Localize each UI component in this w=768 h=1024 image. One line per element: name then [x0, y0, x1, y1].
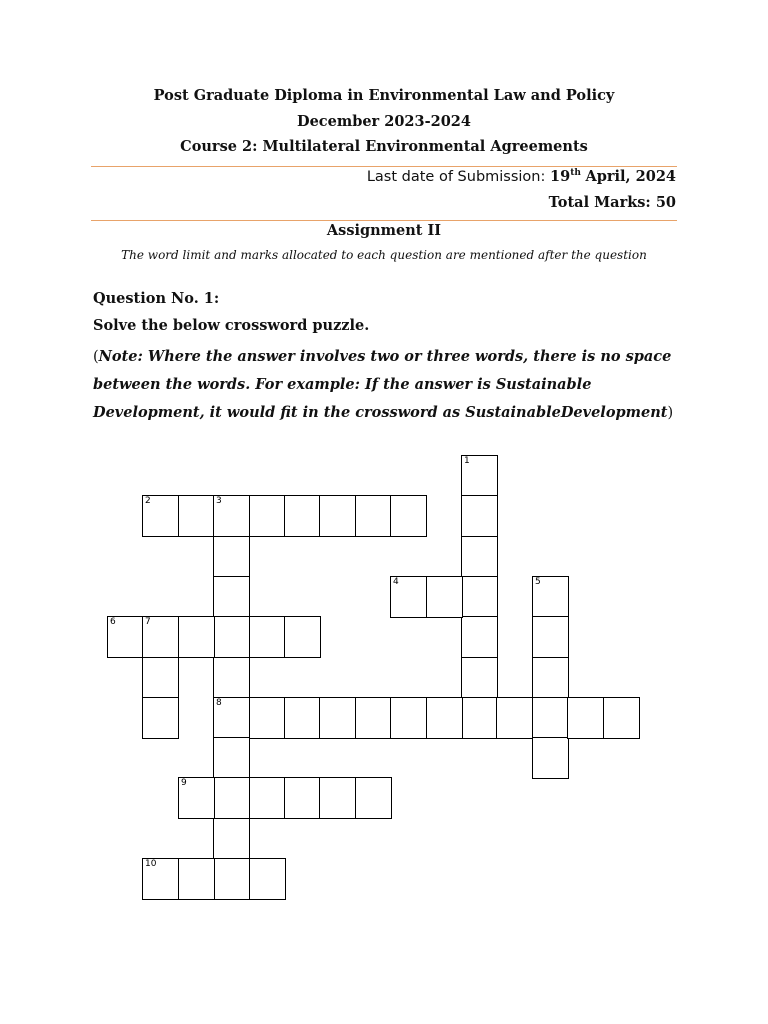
- crossword-cell[interactable]: [213, 616, 250, 658]
- crossword-cell[interactable]: [496, 697, 533, 739]
- crossword-cell[interactable]: [532, 657, 569, 699]
- crossword-cell[interactable]: [532, 697, 569, 739]
- crossword-cell[interactable]: [461, 657, 498, 699]
- crossword-cell[interactable]: [249, 697, 286, 739]
- header-divider-bottom: [91, 220, 677, 221]
- crossword-cell[interactable]: [249, 858, 286, 900]
- crossword-cell[interactable]: [461, 536, 498, 578]
- crossword-cell[interactable]: [213, 536, 250, 578]
- crossword-cell[interactable]: [213, 858, 250, 900]
- clue-number: 5: [535, 577, 541, 587]
- crossword-cell[interactable]: [178, 777, 215, 819]
- crossword-cell[interactable]: [213, 697, 250, 739]
- crossword-cell[interactable]: [142, 858, 179, 900]
- submission-date: [367, 168, 676, 185]
- crossword-cell[interactable]: [213, 657, 250, 699]
- crossword-cell[interactable]: [142, 657, 179, 699]
- crossword-cell[interactable]: [178, 495, 215, 537]
- crossword-cell[interactable]: [461, 616, 498, 658]
- crossword-cell[interactable]: [461, 495, 498, 537]
- crossword-cell[interactable]: [532, 616, 569, 658]
- crossword-cell[interactable]: [532, 737, 569, 779]
- crossword-cell[interactable]: [355, 495, 392, 537]
- clue-number: 9: [181, 778, 187, 788]
- crossword-cell[interactable]: [142, 495, 179, 537]
- question-instruction: Solve the below crossword puzzle.: [93, 317, 370, 334]
- question-number: Question No. 1:: [93, 290, 220, 307]
- clue-number: 3: [216, 496, 222, 506]
- crossword-cell[interactable]: [142, 697, 179, 739]
- assignment-title: Assignment II: [326, 222, 442, 239]
- crossword-cell[interactable]: [461, 697, 498, 739]
- crossword-cell[interactable]: [319, 495, 356, 537]
- session-title: December 2023-2024: [297, 113, 471, 130]
- clue-number: 7: [145, 617, 151, 627]
- course-title: Course 2: Multilateral Environmental Agreements: [180, 138, 588, 155]
- crossword-cell[interactable]: [390, 697, 427, 739]
- clue-number: 10: [145, 859, 157, 869]
- crossword-cell[interactable]: [426, 576, 463, 618]
- assignment-subtitle: The word limit and marks allocated to each question are mentioned after the question: [121, 248, 647, 262]
- crossword-cell[interactable]: [213, 737, 250, 779]
- question-note: (Note: Where the answer involves two or three words, there is no space between the words. For example: If the answer is Sustainable Development, it would fit in the crossword as SustainableDevelopment): [93, 348, 674, 421]
- crossword-cell[interactable]: [426, 697, 463, 739]
- crossword-cell[interactable]: [390, 495, 427, 537]
- crossword-cell[interactable]: [249, 777, 286, 819]
- clue-number: 2: [145, 496, 151, 506]
- clue-number: 6: [110, 617, 116, 627]
- crossword-cell[interactable]: [284, 697, 321, 739]
- clue-number: 8: [216, 698, 222, 708]
- crossword-cell[interactable]: [249, 495, 286, 537]
- crossword-cell[interactable]: [461, 455, 498, 497]
- crossword-cell[interactable]: [319, 777, 356, 819]
- total-marks: Total Marks: 50: [548, 194, 676, 211]
- crossword-cell[interactable]: [284, 495, 321, 537]
- crossword-cell[interactable]: [178, 858, 215, 900]
- clue-number: 1: [464, 456, 470, 466]
- crossword-cell[interactable]: [603, 697, 640, 739]
- crossword-cell[interactable]: [249, 616, 286, 658]
- crossword-cell[interactable]: [461, 576, 498, 618]
- crossword-cell[interactable]: [390, 576, 427, 618]
- submission-day: 19th: [550, 168, 581, 185]
- crossword-cell[interactable]: [178, 616, 215, 658]
- crossword-cell[interactable]: [355, 697, 392, 739]
- crossword-cell[interactable]: [213, 818, 250, 860]
- crossword-cell[interactable]: [213, 495, 250, 537]
- crossword-cell[interactable]: [284, 777, 321, 819]
- submission-date-rest: April, 2024: [585, 168, 676, 185]
- crossword-cell[interactable]: [532, 576, 569, 618]
- crossword-cell[interactable]: [142, 616, 179, 658]
- crossword-cell[interactable]: [355, 777, 392, 819]
- crossword-cell[interactable]: [107, 616, 144, 658]
- clue-number: 4: [393, 577, 399, 587]
- crossword-cell[interactable]: [319, 697, 356, 739]
- submission-label: Last date of Submission:: [366, 169, 546, 185]
- crossword-cell[interactable]: [284, 616, 321, 658]
- course-program-title: Post Graduate Diploma in Environmental Law and Policy: [153, 87, 615, 104]
- header-divider-top: [91, 166, 677, 167]
- crossword-cell[interactable]: [213, 777, 250, 819]
- crossword-cell[interactable]: [213, 576, 250, 618]
- crossword-cell[interactable]: [567, 697, 604, 739]
